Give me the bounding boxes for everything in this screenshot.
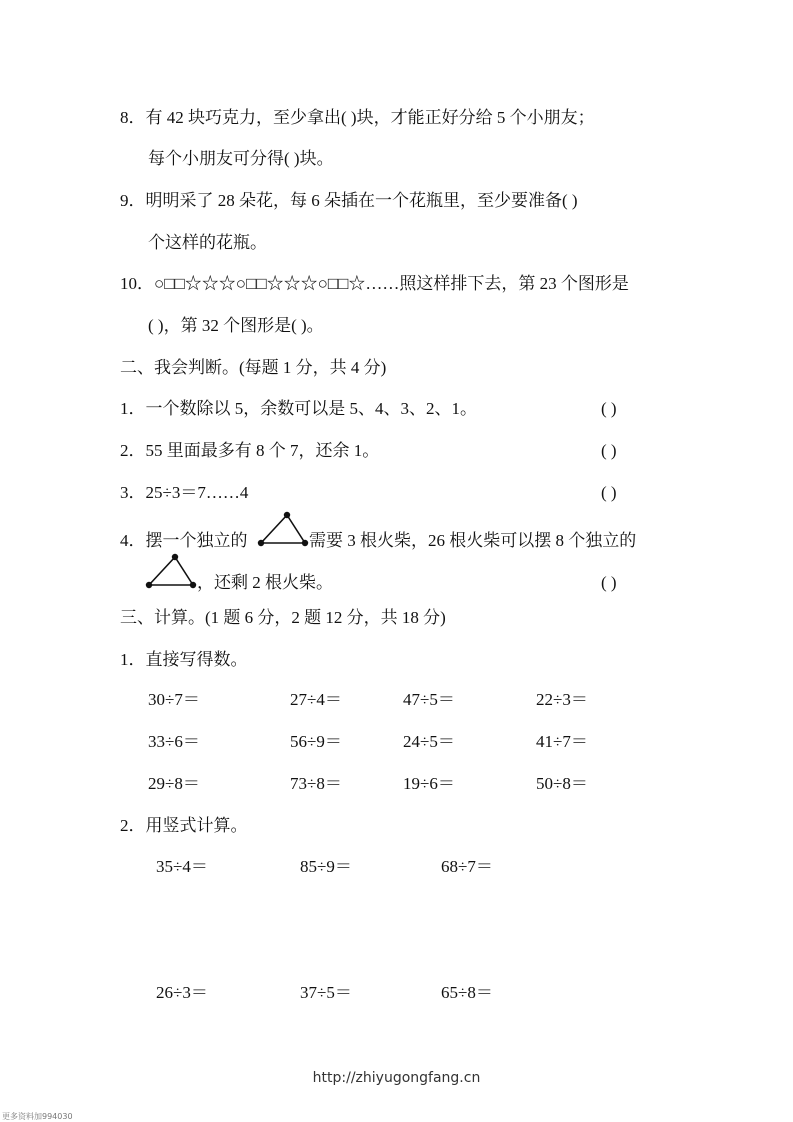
direct-calc: 30÷7＝	[148, 690, 200, 709]
judge-item-4-part2: 需要 3 根火柴，26 根火柴可以摆 8 个独立的	[309, 531, 637, 550]
direct-calc: 22÷3＝	[536, 690, 588, 709]
direct-calc: 19÷6＝	[403, 774, 455, 793]
matchstick-triangle-icon	[257, 511, 309, 549]
judge-item-3: 3．25÷3＝7……4	[120, 483, 249, 502]
section3-sub2: 2．用竖式计算。	[120, 816, 248, 835]
direct-calc: 41÷7＝	[536, 732, 588, 751]
q8-line1: 8．有 42 块巧克力，至少拿出( )块，才能正好分给 5 个小朋友；	[120, 108, 595, 127]
direct-calc: 73÷8＝	[290, 774, 342, 793]
judge-answer-2[interactable]: ( )	[601, 441, 617, 460]
direct-calc: 24÷5＝	[403, 732, 455, 751]
q9-line1: 9．明明采了 28 朵花，每 6 朵插在一个花瓶里，至少要准备( )	[120, 191, 578, 210]
matchstick-triangle-icon	[145, 553, 197, 591]
direct-calc: 56÷9＝	[290, 732, 342, 751]
judge-item-1: 1．一个数除以 5，余数可以是 5、4、3、2、1。	[120, 399, 477, 418]
direct-calc: 29÷8＝	[148, 774, 200, 793]
section3-sub1: 1．直接写得数。	[120, 650, 248, 669]
vertical-calc: 65÷8＝	[441, 983, 493, 1002]
judge-answer-1[interactable]: ( )	[601, 399, 617, 418]
q8-line2: 每个小朋友可分得( )块。	[148, 149, 334, 168]
q10-line2: ( )，第 32 个图形是( )。	[148, 316, 324, 335]
vertical-calc: 26÷3＝	[156, 983, 208, 1002]
judge-item-2: 2．55 里面最多有 8 个 7，还余 1。	[120, 441, 380, 460]
direct-calc: 27÷4＝	[290, 690, 342, 709]
q10-line1: 10．○□□☆☆☆○□□☆☆☆○□□☆……照这样排下去，第 23 个图形是	[120, 274, 629, 293]
judge-answer-3[interactable]: ( )	[601, 483, 617, 502]
vertical-calc: 35÷4＝	[156, 857, 208, 876]
section3-heading: 三、计算。(1 题 6 分，2 题 12 分，共 18 分)	[120, 608, 446, 627]
section2-heading: 二、我会判断。(每题 1 分，共 4 分)	[120, 358, 387, 377]
vertical-calc: 68÷7＝	[441, 857, 493, 876]
vertical-calc: 85÷9＝	[300, 857, 352, 876]
direct-calc: 33÷6＝	[148, 732, 200, 751]
footer-url[interactable]: http://zhiyugongfang.cn	[312, 1070, 481, 1086]
q9-line2: 个这样的花瓶。	[148, 233, 267, 252]
direct-calc: 47÷5＝	[403, 690, 455, 709]
vertical-calc: 37÷5＝	[300, 983, 352, 1002]
judge-item-4-part1: 4．摆一个独立的	[120, 531, 248, 550]
direct-calc: 50÷8＝	[536, 774, 588, 793]
judge-item-4-part3: ，还剩 2 根火柴。	[197, 573, 333, 592]
judge-answer-4[interactable]: ( )	[601, 573, 617, 592]
corner-note: 更多资料加994030	[2, 1112, 73, 1121]
